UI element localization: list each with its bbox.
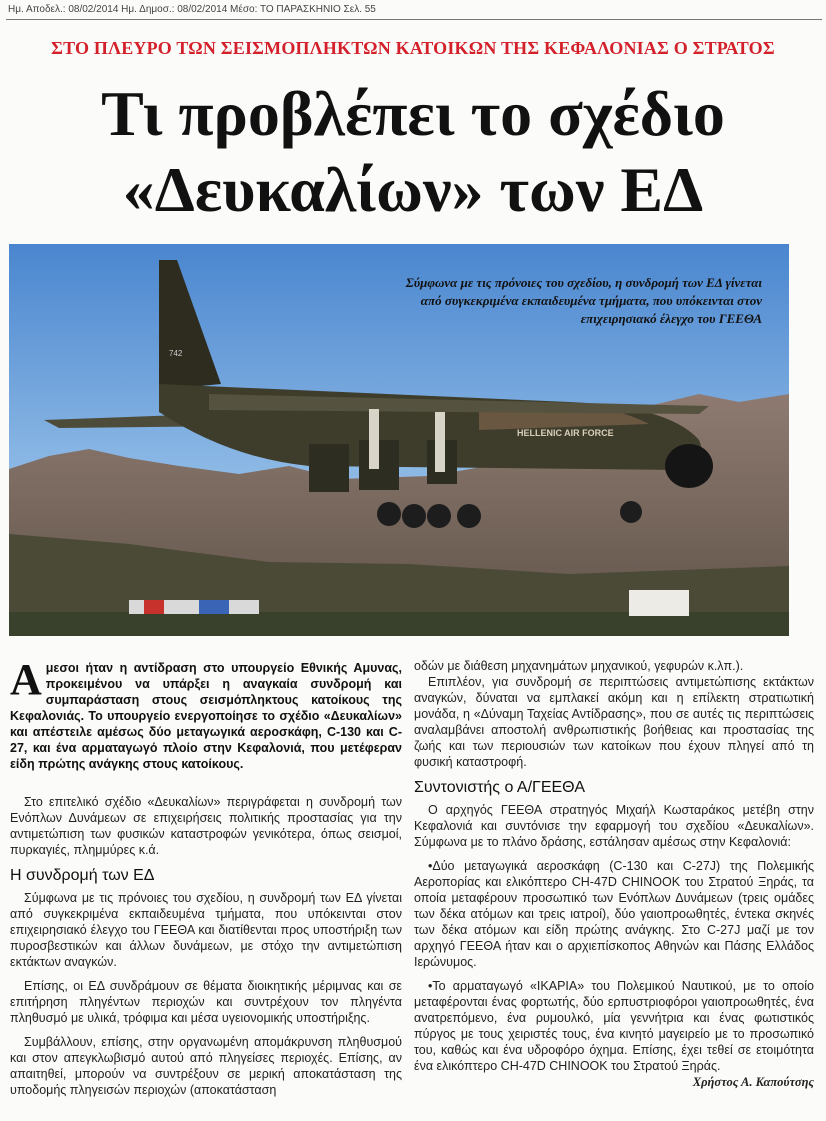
clipping-metadata: Ημ. Αποδελ.: 08/02/2014 Ημ. Δημοσ.: 08/02/2014 Μέσο: ΤΟ ΠΑΡΑΣΚΗΝΙΟ Σελ. 55 [8, 4, 376, 15]
author-byline: Χρήστος Α. Καπούτσης [692, 1075, 814, 1089]
subheading-support: Η συνδρομή των ΕΔ [10, 867, 155, 884]
left-column [10, 794, 402, 1098]
photo-caption: Σύμφωνα με τις πρόνοιες του σχεδίου, η συνδρομή των ΕΔ γίνεται από συγκεκριμένα εκπαιδευμένα τμήματα, που υπόκεινται στον επιχειρησιακό έλεγχο του ΓΕΕΘΑ [405, 275, 762, 326]
headline-line-2: «Δευκαλίων» των ΕΔ [122, 154, 704, 225]
right-paragraph-1: οδών με διάθεση μηχανημάτων μηχανικού, γεφυρών κ.λπ.). [414, 659, 744, 673]
right-paragraph-3: Ο αρχηγός ΓΕΕΘΑ στρατηγός Μιχαήλ Κωσταράκος μετέβη στην Κεφαλονιά και συντόνισε την εφαρμογή του σχεδίου «Δευκαλίων». Σύμφωνα με το πλάνο δράσης, εστάλησαν αμέσως στην Κεφαλονιά: [414, 803, 814, 849]
header-rule [6, 19, 822, 20]
subheading-coordinator: Συντονιστής ο Α/ΓΕΕΘΑ [414, 779, 585, 796]
left-paragraph-2: Σύμφωνα με τις πρόνοιες του σχεδίου, η συνδρομή των ΕΔ γίνεται από συγκεκριμένα εκπαιδευμένα τμήματα, που υπόκεινται στον επιχειρησιακό έλεγχο του ΓΕΕΘΑ και διατίθενται προς υποστήριξη των πυροσβεστικών και άλλων δυνάμεων, με στόχο την αντιμετώπιση εκτάκτων αναγκών. [10, 891, 402, 969]
headline [0, 76, 826, 228]
right-paragraph-5 [414, 978, 814, 1089]
left-paragraph-3: Επίσης, οι ΕΔ συνδράμουν σε θέματα διοικητικής μέριμνας και σε επιτήρηση πληγέντων περιοχών και συντρέχουν τον πληγέντα πληθυσμό με υλικά, τρόφιμα και μέσα υγειονομικής υποστήριξης. [10, 979, 402, 1025]
lead-text: μεσοι ήταν η αντίδραση στο υπουργείο Εθνικής Αμυνας, προκειμένου να υπάρξει η αναγκαία συνδρομή και συμπαράσταση στους σεισμόπληκτους κατοίκους της Κεφαλονιάς. Το υπουργείο ενεργοποίησε το σχέδιο «Δευκαλίων» και απέστειλε αμέσως δύο μεταγωγικά αεροσκάφη, C-130 και C-27, και ένα αρματαγωγό πλοίο στην Κεφαλονιά, που μετέφεραν είδη πρώτης ανάγκης στους κατοίκους. [10, 661, 402, 771]
right-paragraph-2: Επιπλέον, για συνδρομή σε περιπτώσεις αντιμετώπισης εκτάκτων αναγκών, δύναται να εμπλακεί ακόμη και η επίλεκτη στρατιωτική μονάδα, η «Δύναμη Ταχείας Αντίδρασης», που σε αυτές τις περιπτώσεις αναλαμβάνει αποστολή ανθρωπιστικής βοήθειας και προστασίας της ζωής και των περιουσιών των κατοίκων που έχουν πληγεί από τη φυσική καταστροφή. [414, 675, 814, 769]
left-paragraph-4: Συμβάλλουν, επίσης, στην οργανωμένη απομάκρυνση πληθυσμού και στον απεγκλωβισμό αυτού από πληγείσες περιοχές. Επίσης, αν απαιτηθεί, μπορούν να συντρέξουν σε μερική αποκατάσταση της υποδομής πληγεισών περιοχών (αποκατάσταση [10, 1035, 402, 1097]
lead-paragraph [10, 655, 402, 772]
right-column [414, 658, 814, 1090]
left-paragraph-1: Στο επιτελικό σχέδιο «Δευκαλίων» περιγράφεται η συνδρομή των Ενόπλων Δυνάμεων σε επιχειρήσεις πολιτικής προστασίας για την αντιμετώπιση των φυσικών καταστροφών γενικότερα, όπως σεισμοί, πυρκαγιές, πλημμύρες κ.ά. [10, 795, 402, 857]
right-paragraph-5-text: •Το αρματαγωγό «ΙΚΑΡΙΑ» του Πολεμικού Ναυτικού, με το οποίο μεταφέρονται ένας φορτωτής, δύο ερπυστριοφόροι γαιοπροωθητές, ένα ανατρεπόμενο, ένα ρυμουλκό, μία γεννήτρια και ένας φωτιστικός πύργος με τους χειριστές τους, ένα κινητό μαγειρείο με το προσωπικό του, καθώς και ένα υδροφόρο όχημα. Επίσης, έχει τεθεί σε ετοιμότητα ένα ελικόπτερο CH-47D CHINOOK του Στρατού Ξηράς. [414, 979, 814, 1073]
fuselage-marking: HELLENIC AIR FORCE [517, 428, 614, 438]
kicker: ΣΤΟ ΠΛΕΥΡΟ ΤΩΝ ΣΕΙΣΜΟΠΛΗΚΤΩΝ ΚΑΤΟΙΚΩΝ ΤΗΣ ΚΕΦΑΛΟΝΙΑΣ Ο ΣΤΡΑΤΟΣ [51, 38, 775, 58]
headline-line-1: Τι προβλέπει το σχέδιο [101, 78, 725, 149]
right-paragraph-4: •Δύο μεταγωγικά αεροσκάφη (C-130 και C-27J) της Πολεμικής Αεροπορίας και ελικόπτερο CH-47D CHINOOK του Στρατού Ξηράς, τα οποία μεταφέρουν προσωπικό των Ενόπλων Δυνάμεων (τρεις ομάδες των δέκα ατόμων και τρεις ιατροί), δύο γαιοπροωθητές, έντεκα σκηνές των δέκα ατόμων και είδη πρώτης ανάγκης. Στο C-27J μαζί με τον αρχηγό ΓΕΕΘΑ ήταν και ο αρχιεπίσκοπος Αθηνών και Πάσης Ελλάδος Ιερώνυμος. [414, 859, 814, 969]
drop-cap: Α [10, 655, 42, 704]
tail-number: 742 [169, 349, 183, 358]
